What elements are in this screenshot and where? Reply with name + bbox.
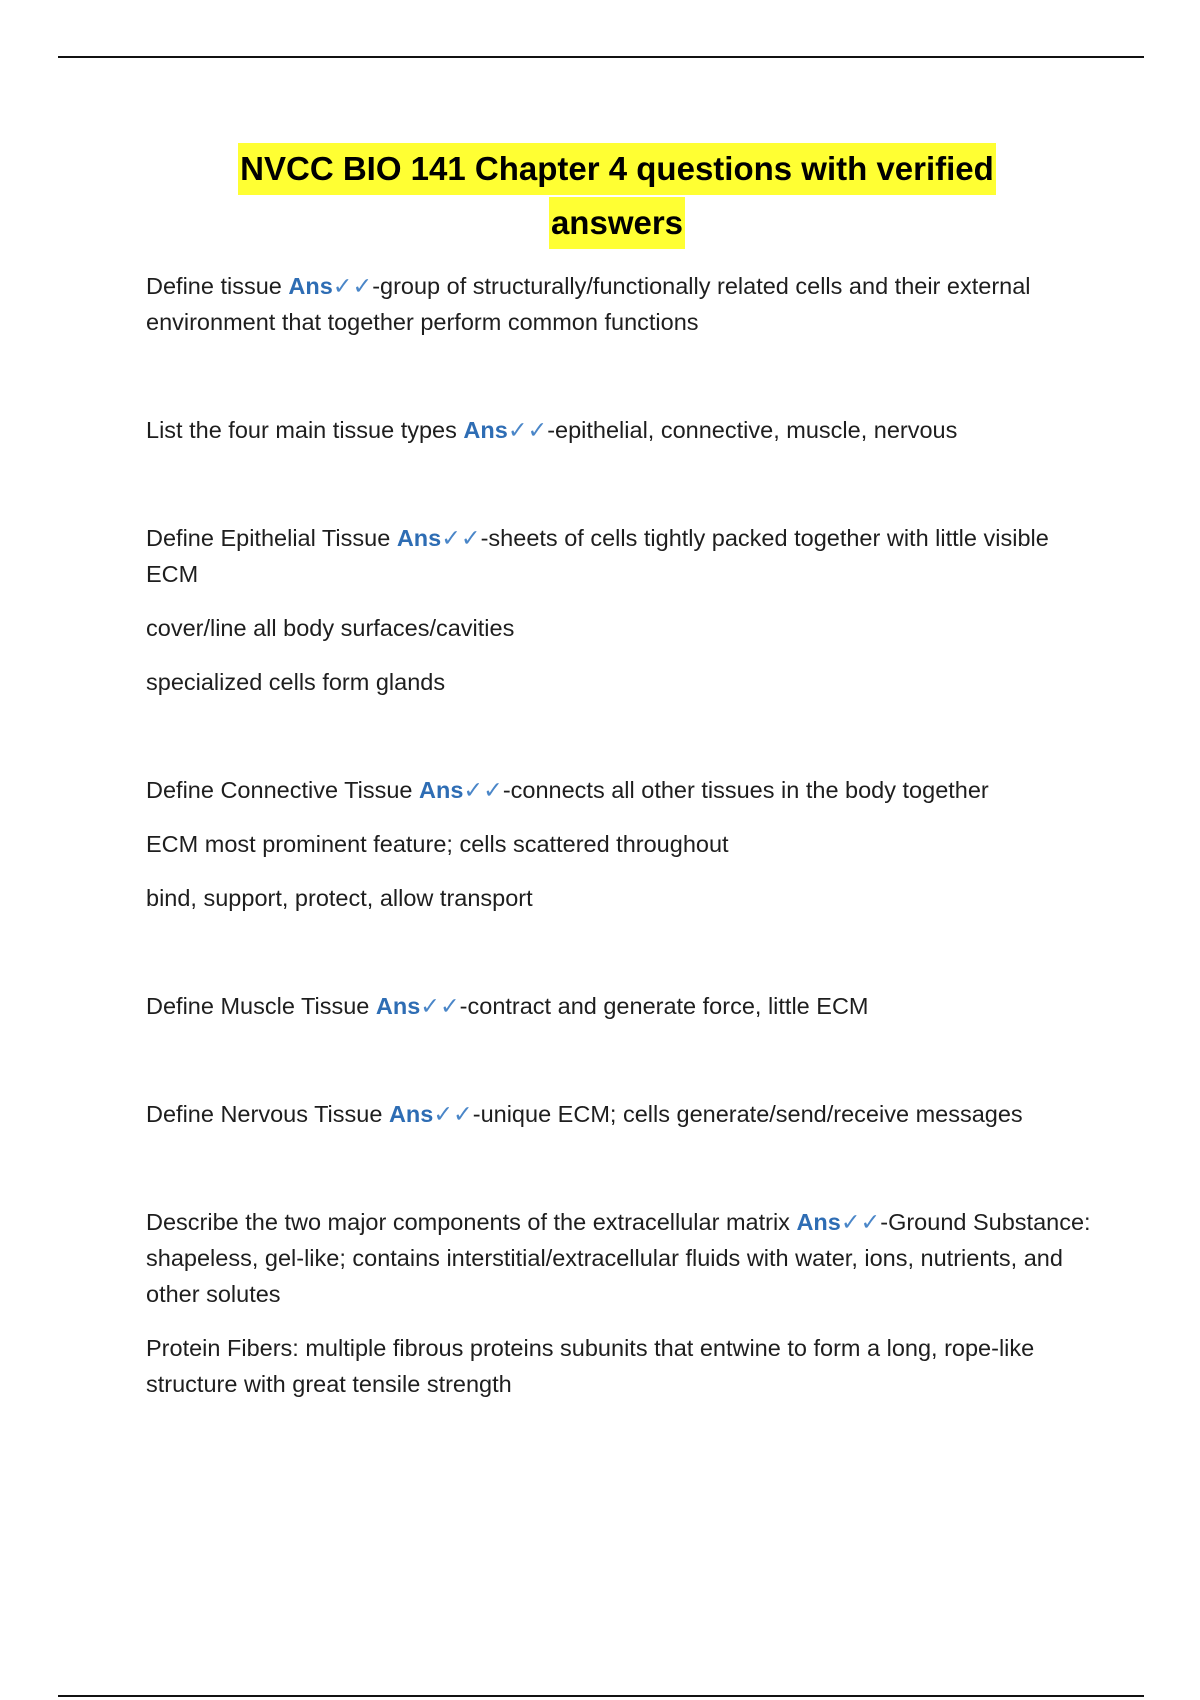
- answer-text: -sheets of cells tightly packed together with little visible ECM: [146, 525, 1049, 587]
- question-text: Define tissue: [146, 273, 282, 299]
- qa-item: [146, 1204, 1091, 1402]
- check-icon: ✓✓: [420, 993, 460, 1019]
- qa-content: [146, 268, 1091, 1474]
- check-icon: ✓✓: [507, 417, 548, 443]
- answer-extra-line: cover/line all body surfaces/cavities: [146, 615, 515, 641]
- check-icon: ✓✓: [433, 1101, 473, 1127]
- qa-item: [146, 772, 1091, 916]
- question-text: List the four main tissue types: [146, 417, 457, 443]
- question-text: Define Epithelial Tissue: [146, 525, 391, 551]
- title-line-2: answers: [549, 197, 685, 249]
- check-icon: ✓✓: [840, 1209, 881, 1235]
- ans-label: Ans: [288, 273, 333, 299]
- qa-question-answer: [146, 1204, 1091, 1312]
- ans-label: Ans: [419, 777, 464, 803]
- answer-extra-line: bind, support, protect, allow transport: [146, 885, 533, 911]
- question-text: Define Connective Tissue: [146, 777, 413, 803]
- top-rule: [58, 56, 1144, 58]
- qa-question-answer: [146, 268, 1091, 340]
- ans-label: Ans: [796, 1209, 841, 1235]
- question-text: Define Nervous Tissue: [146, 1101, 383, 1127]
- answer-text: -connects all other tissues in the body together: [502, 777, 989, 803]
- answer-text: -contract and generate force, little ECM: [459, 993, 869, 1019]
- qa-item: [146, 988, 1091, 1024]
- ans-label: Ans: [375, 993, 421, 1019]
- qa-question-answer: [146, 412, 1091, 448]
- qa-item: [146, 520, 1091, 700]
- qa-item: [146, 412, 1091, 448]
- title-line-1: NVCC BIO 141 Chapter 4 questions with verified: [238, 143, 996, 195]
- check-icon: ✓✓: [332, 273, 373, 299]
- answer-extra-line: specialized cells form glands: [146, 669, 446, 695]
- check-icon: ✓✓: [463, 777, 503, 803]
- answer-text: -Ground Substance: shapeless, gel-like; contains interstitial/extracellular fluids with water, ions, nutrients, and other solutes: [146, 1209, 1091, 1307]
- qa-question-answer: [146, 520, 1091, 592]
- qa-question-answer: [146, 988, 1091, 1024]
- qa-question-answer: [146, 772, 1091, 808]
- ans-label: Ans: [463, 417, 508, 443]
- qa-item: [146, 1096, 1091, 1132]
- answer-text: -group of structurally/functionally related cells and their external environment that together perform common functions: [146, 273, 1031, 335]
- ans-label: Ans: [396, 525, 442, 551]
- qa-item: [146, 268, 1091, 340]
- bottom-rule: [58, 1695, 1144, 1697]
- qa-question-answer: [146, 1096, 1091, 1132]
- question-text: Define Muscle Tissue: [146, 993, 370, 1019]
- ans-label: Ans: [388, 1101, 434, 1127]
- document-title: [0, 143, 1200, 249]
- answer-extra-line: Protein Fibers: multiple fibrous proteins subunits that entwine to form a long, rope-like structure with great tensile strength: [146, 1335, 1035, 1397]
- answer-text: -unique ECM; cells generate/send/receive messages: [472, 1101, 1023, 1127]
- question-text: Describe the two major components of the extracellular matrix: [146, 1209, 790, 1235]
- answer-text: -epithelial, connective, muscle, nervous: [547, 417, 958, 443]
- check-icon: ✓✓: [441, 525, 481, 551]
- answer-extra-line: ECM most prominent feature; cells scattered throughout: [146, 831, 729, 857]
